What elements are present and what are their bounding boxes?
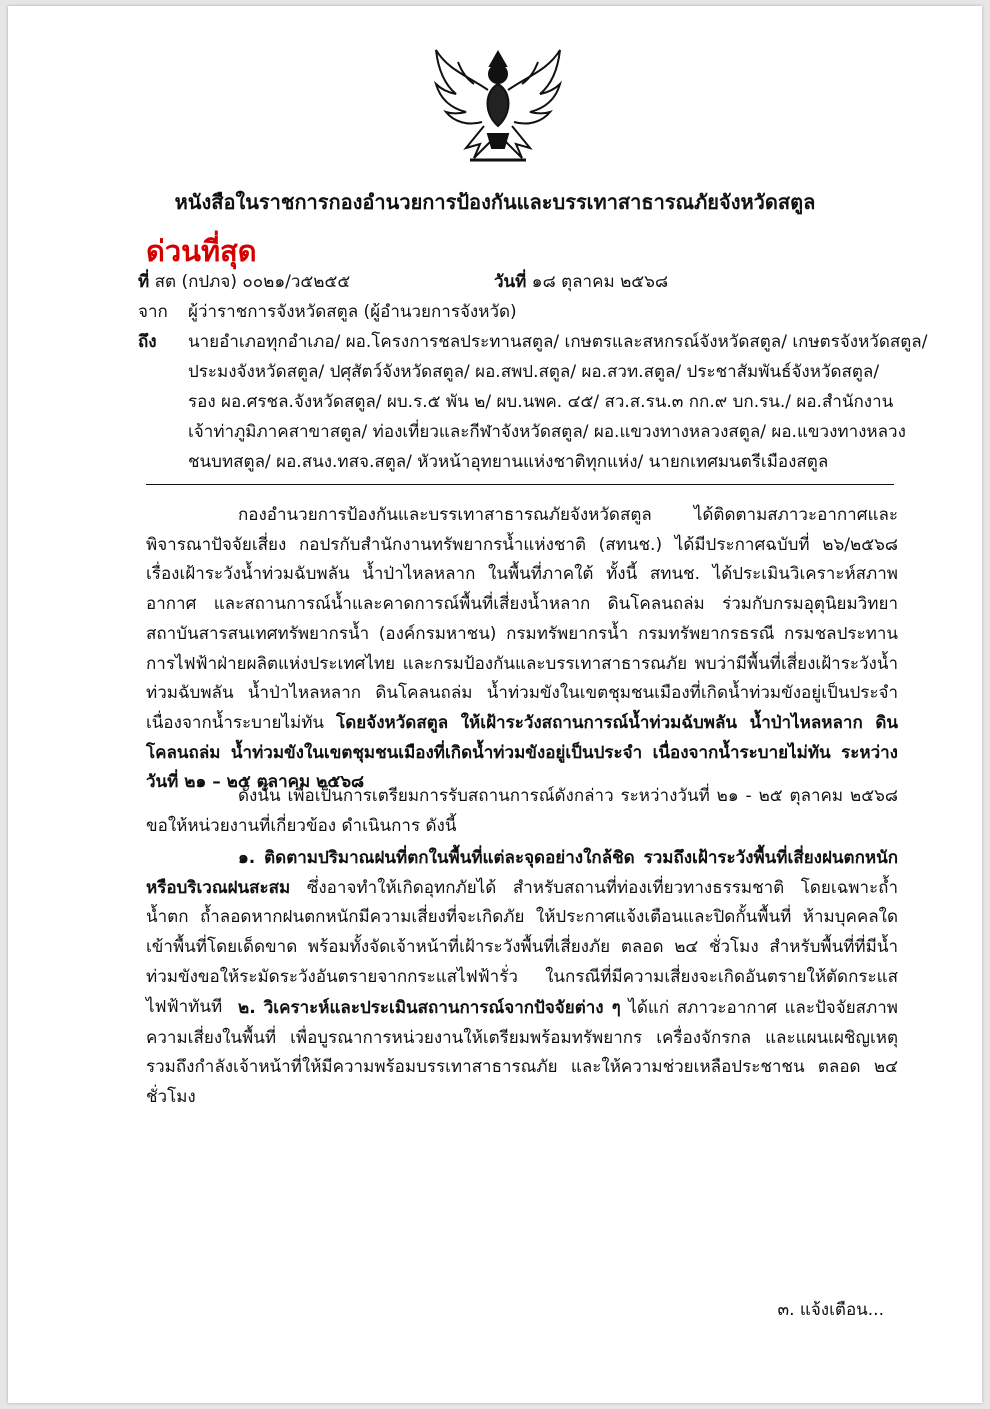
action-item-2-heading: ๒. วิเคราะห์และประเมินสถานการณ์จากปัจจัยต่าง ๆ [238, 998, 621, 1018]
from-label: จาก [138, 302, 168, 322]
document-page [8, 6, 982, 1403]
to-line: ชนบทสตูล/ ผอ.สนง.ทสจ.สตูล/ หัวหน้าอุทยานแห่งชาติทุกแห่ง/ นายกเทศมนตรีเมืองสตูล [188, 452, 829, 472]
ref-value: สต (กปภจ) ๐๐๒๑/ว๕๒๕๕ [154, 272, 351, 292]
continuation-note: ๓. แจ้งเตือน... [777, 1300, 884, 1320]
paragraph-background [146, 501, 898, 798]
to-label: ถึง [138, 332, 157, 352]
date-value: ๑๘ ตุลาคม ๒๕๖๘ [531, 272, 669, 292]
action-item-2-text: ได้แก่ สภาวะอากาศ และปัจจัยสภาพความเสี่ยงในพื้นที่ เพื่อบูรณาการหน่วยงานให้เตรียมพร้อมทรัพยากร เครื่องจักรกล และแผนเผชิญเหตุ รวมถึงกำลังเจ้าหน้าที่ให้มีความพร้อมบรรเทาสาธารณภัย และให้ความช่วยเหลือประชาชน ตลอด ๒๔ ชั่วโมง [146, 998, 898, 1108]
document-date [494, 268, 668, 295]
action-item-1-text: ซึ่งอาจทำให้เกิดอุทกภัยได้ สำหรับสถานที่ท่องเที่ยวทางธรรมชาติ โดยเฉพาะถ้ำน้ำตก ถ้ำลอดหากฝนตกหนักมีความเสี่ยงที่จะเกิดภัย ให้ประกาศแจ้งเตือนและปิดกั้นพื้นที่ ห้ามบุคคลใดเข้าพื้นที่โดยเด็ดขาด พร้อมทั้งจัดเจ้าหน้าที่เฝ้าระวังพื้นที่เสี่ยงภัย ตลอด ๒๔ ชั่วโมง สำหรับพื้นที่ที่มีน้ำท่วมขังขอให้ระมัดระวังอันตรายจากกระแสไฟฟ้ารั่ว ในกรณีที่มีความเสี่ยงจะเกิดอันตรายให้ตัดกระแสไฟฟ้าทันที [146, 877, 898, 1017]
divider [146, 484, 894, 485]
date-label: วันที่ [494, 272, 527, 292]
action-item-1-heading: ๑. ติดตามปริมาณฝนที่ตกในพื้นที่แต่ละจุดอย่างใกล้ชิด รวมถึงเฝ้าระวังพื้นที่เสี่ยงฝนตกหนักหรือบริเวณฝนสะสม [146, 848, 898, 898]
paragraph-background-text: กองอำนวยการป้องกันและบรรเทาสาธารณภัยจังหวัดสตูล ได้ติดตามสภาวะอากาศและพิจารณาปัจจัยเสี่ยง กอปรกับสำนักงานทรัพยากรน้ำแห่งชาติ (สทนช.) ได้มีประกาศฉบับที่ ๒๖/๒๕๖๘ เรื่องเฝ้าระวังน้ำท่วมฉับพลัน น้ำป่าไหลหลาก ในพื้นที่ภาคใต้ ทั้งนี้ สทนช. ได้ประเมินวิเคราะห์สภาพอากาศ และสถานการณ์น้ำและคาดการณ์พื้นที่เสี่ยงน้ำหลาก ดินโคลนถล่ม ร่วมกับกรมอุตุนิยมวิทยา สถาบันสารสนเทศทรัพยากรน้ำ (องค์กรมหาชน) กรมทรัพยากรน้ำ กรมทรัพยากรธรณี กรมชลประทาน การไฟฟ้าฝ่ายผลิตแห่งประเทศไทย และกรมป้องกันและบรรเทาสาธารณภัย พบว่ามีพื้นที่เสี่ยงเฝ้าระวังน้ำท่วมฉับพลัน น้ำป่าไหลหลาก ดินโคลนถล่ม น้ำท่วมขังในเขตชุมชนเมืองที่เกิดน้ำท่วมขังอยู่เป็นประจำ เนื่องจากน้ำระบายไม่ทัน [146, 505, 898, 733]
from-value: ผู้ว่าราชการจังหวัดสตูล (ผู้อำนวยการจังหวัด) [188, 302, 517, 322]
action-item-2 [146, 994, 898, 1113]
to-line: นายอำเภอทุกอำเภอ/ ผอ.โครงการชลประทานสตูล/ เกษตรและสหกรณ์จังหวัดสตูล/ เกษตรจังหวัดสตูล/ [188, 332, 928, 352]
ref-label: ที่ [138, 272, 150, 292]
reference-number [138, 268, 350, 295]
document-title: หนังสือในราชการกองอำนวยการป้องกันและบรรเทาสาธารณภัยจังหวัดสตูล [174, 190, 816, 214]
to-line: เจ้าท่าภูมิภาคสาขาสตูล/ ท่องเที่ยวและกีฬาจังหวัดสตูล/ ผอ.แขวงทางหลวงสตูล/ ผอ.แขวงทางหลวง [188, 422, 906, 442]
paragraph-background-emphasis: โดยจังหวัดสตูล ให้เฝ้าระวังสถานการณ์น้ำท่วมฉับพลัน น้ำป่าไหลหลาก ดินโคลนถล่ม น้ำท่วมขังในเขตชุมชนเมืองที่เกิดน้ำท่วมขังอยู่เป็นประจำ เนื่องจากน้ำระบายไม่ทัน ระหว่างวันที่ ๒๑ – ๒๕ ตุลาคม ๒๕๖๘ [146, 712, 898, 793]
to-line: ประมงจังหวัดสตูล/ ปศุสัตว์จังหวัดสตูล/ ผอ.สพป.สตูล/ ผอ.สวท.สตูล/ ประชาสัมพันธ์จังหวัดสตูล/ [188, 362, 880, 382]
to-line: รอง ผอ.ศรชล.จังหวัดสตูล/ ผบ.ร.๕ พัน ๒/ ผบ.นพค. ๔๕/ สว.ส.รน.๓ กก.๙ บก.รน./ ผอ.สำนักงาน [188, 392, 894, 412]
paragraph-request: ดังนั้น เพื่อเป็นการเตรียมการรับสถานการณ์ดังกล่าว ระหว่างวันที่ ๒๑ - ๒๕ ตุลาคม ๒๕๖๘ ขอให้หน่วยงานที่เกี่ยวข้อง ดำเนินการ ดังนี้ [146, 786, 898, 836]
garuda-emblem-icon [428, 42, 568, 172]
urgency-label: ด่วนที่สุด [146, 234, 257, 268]
